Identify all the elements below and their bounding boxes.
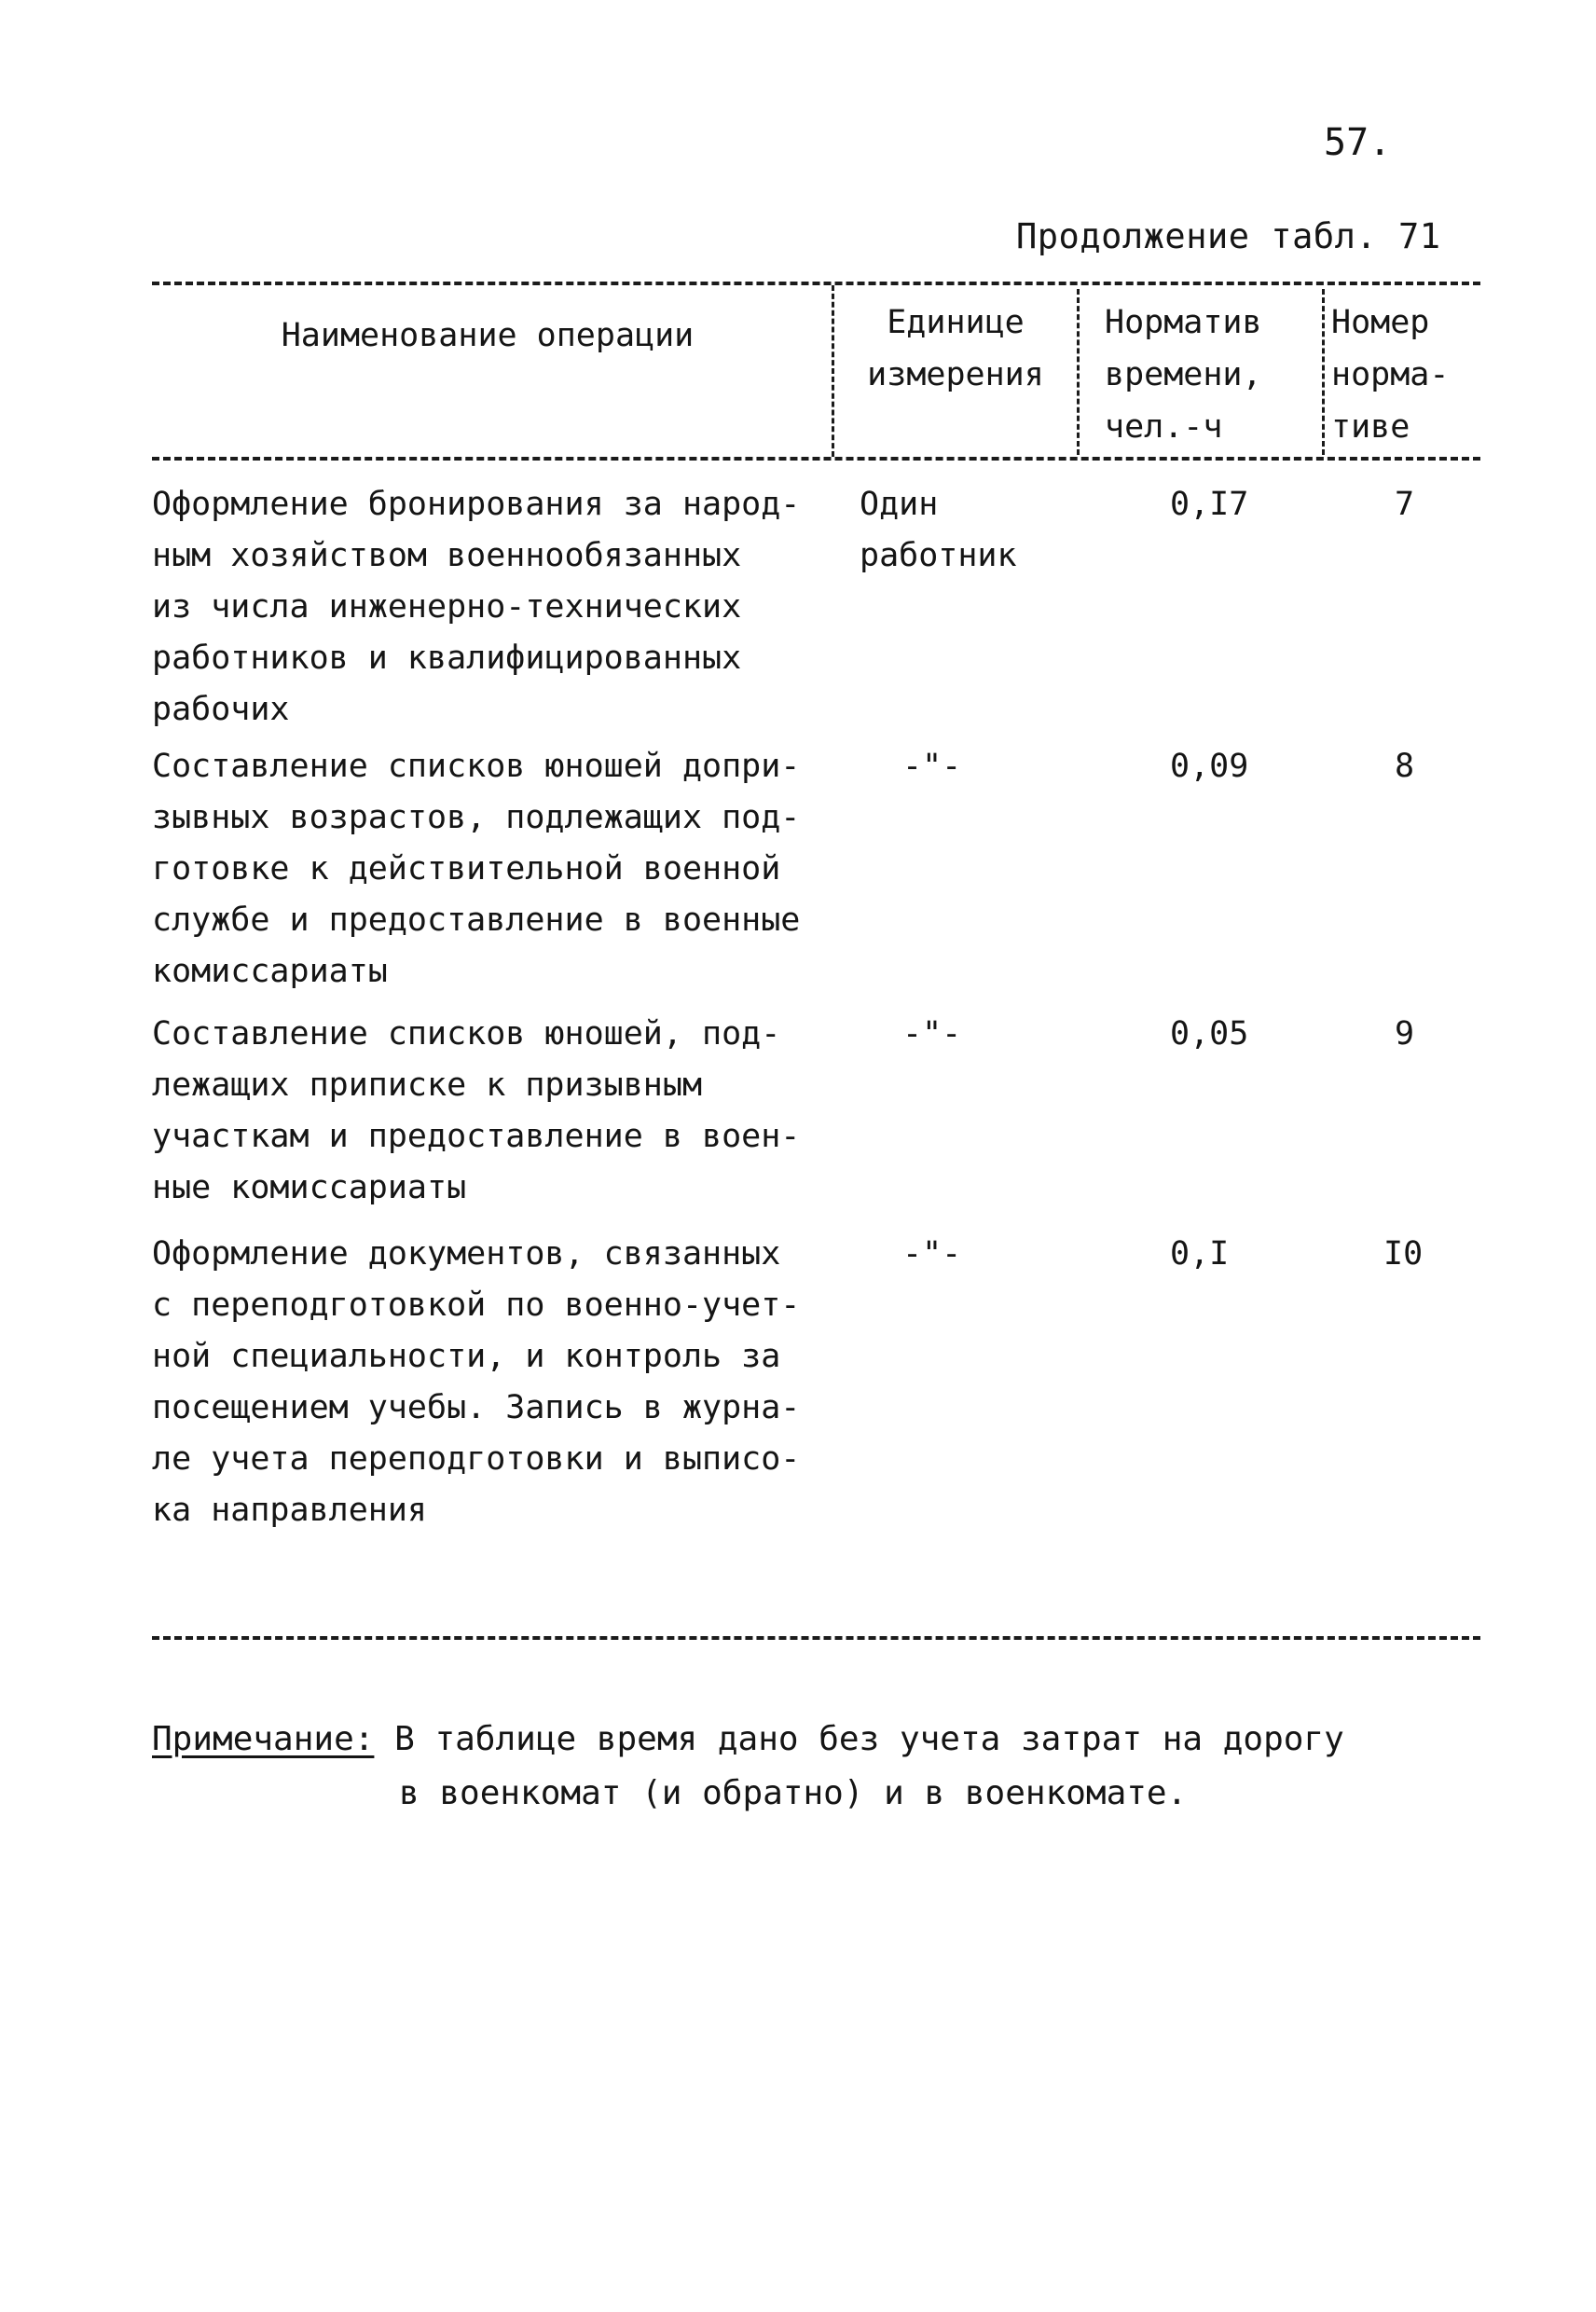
row-2-norm: 0,09 <box>1170 748 1249 785</box>
row-4-unit: -"- <box>902 1235 962 1273</box>
note-line-1 <box>152 1713 1344 1767</box>
header-separator-2 <box>1077 289 1080 455</box>
row-1-number: 7 <box>1395 486 1415 523</box>
table-top-rule <box>152 282 1480 285</box>
row-3-number: 9 <box>1395 1015 1415 1053</box>
row-2-unit: -"- <box>902 748 962 785</box>
row-3-unit: -"- <box>902 1015 962 1053</box>
note-line-2: в военкомат (и обратно) и в военкомате. <box>399 1774 1188 1812</box>
row-4-operation: Оформление документов, связанных с переподготовкой по военно-учет- ной специальности, и контроль за посещением учебы. Запись в журна- ле учета переподготовки и выписо- ка направления <box>152 1235 801 1529</box>
note-label: Примечание: <box>152 1720 375 1758</box>
header-norm: Норматив времени, чел.-ч <box>1105 304 1262 446</box>
header-separator-1 <box>832 285 834 457</box>
header-number: Номер норма- тиве <box>1331 304 1450 446</box>
row-2-number: 8 <box>1395 748 1415 785</box>
row-4-norm: 0,I <box>1170 1235 1230 1273</box>
row-2-operation: Составление списков юношей допри- зывных возрастов, подлежащих под- готовке к действительной военной службе и предоставление в военные комиссариаты <box>152 748 801 990</box>
row-1-unit: Один работник <box>860 486 1017 574</box>
row-1-norm: 0,I7 <box>1170 486 1249 523</box>
header-separator-3 <box>1322 289 1325 455</box>
row-3-norm: 0,05 <box>1170 1015 1249 1053</box>
table-bottom-rule <box>152 1636 1480 1640</box>
row-1-operation: Оформление бронирования за народ- ным хозяйством военнообязанных из числа инженерно-технических работников и квалифицированных рабочих <box>152 486 801 728</box>
table-caption: Продолжение табл. 71 <box>1016 216 1441 256</box>
row-4-number: I0 <box>1383 1235 1424 1273</box>
header-unit: Единице измерения <box>867 304 1044 393</box>
header-bottom-rule <box>152 457 1480 461</box>
header-operation: Наименование операции <box>281 317 695 354</box>
row-3-operation: Составление списков юношей, под- лежащих приписке к призывным участкам и предоставление в воен- ные комиссариаты <box>152 1015 801 1206</box>
page-number: 57. <box>1324 121 1392 164</box>
note-text-1: В таблице время дано без учета затрат на дорогу <box>374 1720 1344 1758</box>
